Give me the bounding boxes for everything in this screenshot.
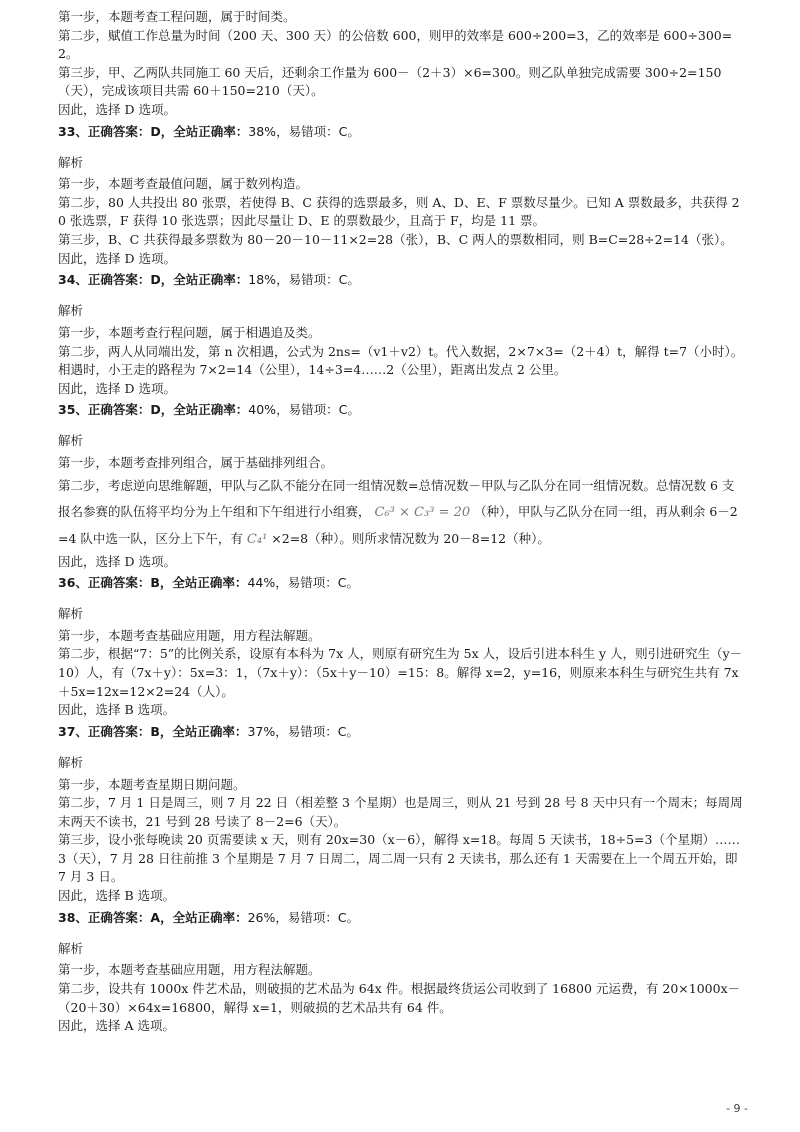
q35-step2-part-c: ×2=8（种）。则所求情况数为 20－8=12（种）。 (271, 530, 550, 546)
q37-conclusion: 因此，选择 B 选项。 (58, 888, 176, 904)
q35-step2-part-b: （种），甲队与乙队分在同一组，再从剩余 6－2=4 队中选一队，区分上下午，有 (58, 503, 738, 546)
q34-answer-label: 34、正确答案：D，全站正确率： (58, 272, 249, 288)
q35-analysis-heading: 解析 (58, 433, 84, 449)
q34-rate: 18% (248, 272, 277, 288)
q37-step2: 第二步，7 月 1 日是周三，则 7 月 22 日（相差整 3 个星期）也是周三，则从 21 号到 28 号 8 天中只有一个周末；每周周末两天不读书，21 号到 28 号读了 8－2=6（天）。 (58, 795, 743, 829)
q35-rate: 40% (248, 402, 277, 418)
q33-answer-label: 33、正确答案：D，全站正确率： (58, 123, 249, 139)
q35-step1: 第一步，本题考查排列组合，属于基础排列组合。 (58, 454, 334, 470)
q38-rate: 26% (247, 909, 276, 925)
question-32-explanation (58, 8, 744, 120)
q37-answer-label: 37、正确答案：B，全站正确率： (58, 723, 248, 739)
q37-wrong-label: ，易错项： (275, 723, 338, 739)
q36-answer-label: 36、正确答案：B，全站正确率： (58, 575, 248, 591)
q33-step1: 第一步，本题考查最值问题，属于数列构造。 (58, 176, 309, 192)
question-36-explanation (58, 574, 744, 720)
q38-conclusion: 因此，选择 A 选项。 (58, 1018, 175, 1034)
question-35-explanation (58, 401, 744, 571)
q37-rate: 37% (247, 723, 276, 739)
q37-wrong-option: C。 (337, 723, 359, 739)
q34-answer-header (58, 271, 744, 290)
q38-wrong-option: C。 (337, 909, 360, 925)
q35-combination-formula-2: C₄¹ (246, 531, 268, 547)
q38-answer-header (58, 909, 744, 928)
q37-step1: 第一步，本题考查星期日期问题。 (58, 776, 246, 792)
q35-wrong-label: ，易错项： (276, 402, 339, 418)
q36-step1: 第一步，本题考查基础应用题，用方程法解题。 (58, 627, 321, 643)
q36-answer-header (58, 574, 744, 593)
q36-conclusion: 因此，选择 B 选项。 (58, 702, 176, 718)
q35-combination-formula-1: C₆³ × C₃³ = 20 (374, 504, 471, 520)
q33-conclusion: 因此，选择 D 选项。 (58, 250, 176, 266)
q34-step1: 第一步，本题考查行程问题，属于相遇追及类。 (58, 324, 321, 340)
q32-step2: 第二步，赋值工作总量为时间（200 天、300 天）的公倍数 600，则甲的效率是 600÷200=3，乙的效率是 600÷300=2。 (58, 27, 733, 62)
q38-step2: 第二步，设共有 1000x 件艺术品，则破损的艺术品为 64x 件。根据最终货运公司收到了 16800 元运费，有 20×1000x－（20＋30）×64x=16800，解得 x=1，则破损的艺术品共有 64 件。 (58, 980, 741, 1015)
question-37-explanation (58, 723, 744, 906)
q34-step2: 第二步，两人从同端出发，第 n 次相遇，公式为 2ns=（v1＋v2）t。代入数据，2×7×3=（2＋4）t，解得 t=7（小时）。相遇时，小王走的路程为 7×2=14（公里），14÷3=4……2（公里），距离出发点 2 公里。 (58, 343, 744, 378)
q38-answer-label: 38、正确答案：A，全站正确率： (58, 909, 248, 925)
q37-answer-header (58, 723, 744, 742)
page-number: - 9 - (726, 1102, 748, 1115)
question-33-explanation (58, 123, 744, 269)
q32-step1: 第一步，本题考查工程问题，属于时间类。 (58, 9, 296, 24)
q38-wrong-label: ，易错项： (275, 909, 338, 925)
q34-conclusion: 因此，选择 D 选项。 (58, 380, 176, 396)
q36-wrong-label: ，易错项： (275, 575, 338, 591)
q36-step2: 第二步，根据“7：5”的比例关系，设原有本科为 7x 人，则原有研究生为 5x 人，设后引进本科生 y 人，则引进研究生（y－10）人，有（7x＋y）：5x=3：1，（7x＋y）：（5x＋y－10）=15：8。解得 x=2，y=16，则原来本科生与研究生共有 7x＋5x=12x=12×2=24（人）。 (58, 646, 743, 699)
q32-conclusion: 因此，选择 D 选项。 (58, 101, 176, 117)
q34-wrong-label: ，易错项： (276, 272, 339, 288)
q33-step3: 第三步，B、C 共获得最多票数为 80－20－10－11×2=28（张），B、C 两人的票数相同，则 B=C=28÷2=14（张）。 (58, 232, 733, 248)
q33-step2: 第二步，80 人共投出 80 张票，若使得 B、C 获得的选票最多，则 A、D、E、F 票数尽量少。已知 A 票数最多，共获得 20 张选票，F 获得 10 张选票；因此尽量让 D、E 的票数最少，且高于 F，均是 11 票。 (58, 194, 740, 229)
question-34-explanation (58, 271, 744, 398)
q34-analysis-heading: 解析 (58, 303, 84, 319)
q33-wrong-option: C。 (338, 123, 360, 139)
q36-wrong-option: C。 (337, 575, 359, 591)
document-page (58, 8, 744, 1036)
question-38-explanation (58, 909, 744, 1036)
q36-analysis-heading: 解析 (58, 606, 84, 622)
q37-analysis-heading: 解析 (58, 754, 84, 770)
q33-wrong-label: ，易错项： (276, 123, 339, 139)
q35-answer-header (58, 401, 744, 420)
q35-answer-label: 35、正确答案：D，全站正确率： (58, 402, 249, 418)
q34-wrong-option: C。 (338, 272, 360, 288)
q36-rate: 44% (247, 575, 276, 591)
q38-step1: 第一步，本题考查基础应用题，用方程法解题。 (58, 962, 321, 978)
q38-analysis-heading: 解析 (58, 940, 84, 956)
q37-step3: 第三步，设小张每晚读 20 页需要读 x 天，则有 20x=30（x－6），解得 x=18。每周 5 天读书，18÷5=3（个星期）……3（天），7 月 28 日往前推 3 个星期是 7 月 7 日周二，周二周一只有 2 天读书，那么还有 1 天需要在上一个周五开始，即 7 月 3 日。 (58, 832, 740, 885)
q35-step2 (58, 473, 744, 553)
q33-analysis-heading: 解析 (58, 154, 84, 170)
q35-step2-part-a: 第二步，考虑逆向思维解题，甲队与乙队不能分在同一组情况数=总情况数－甲队与乙队分在同一组情况数。总情况数 6 支报名参赛的队伍将平均分为上午组和下午组进行小组赛， (58, 477, 735, 519)
q33-rate: 38% (248, 123, 277, 139)
q33-answer-header (58, 123, 744, 142)
q32-step3: 第三步，甲、乙两队共同施工 60 天后，还剩余工作量为 600－（2＋3）×6=300。则乙队单独完成需要 300÷2=150（天），完成该项目共需 60＋150=210（天）。 (58, 64, 722, 99)
q35-wrong-option: C。 (338, 402, 360, 418)
q35-conclusion: 因此，选择 D 选项。 (58, 553, 176, 569)
